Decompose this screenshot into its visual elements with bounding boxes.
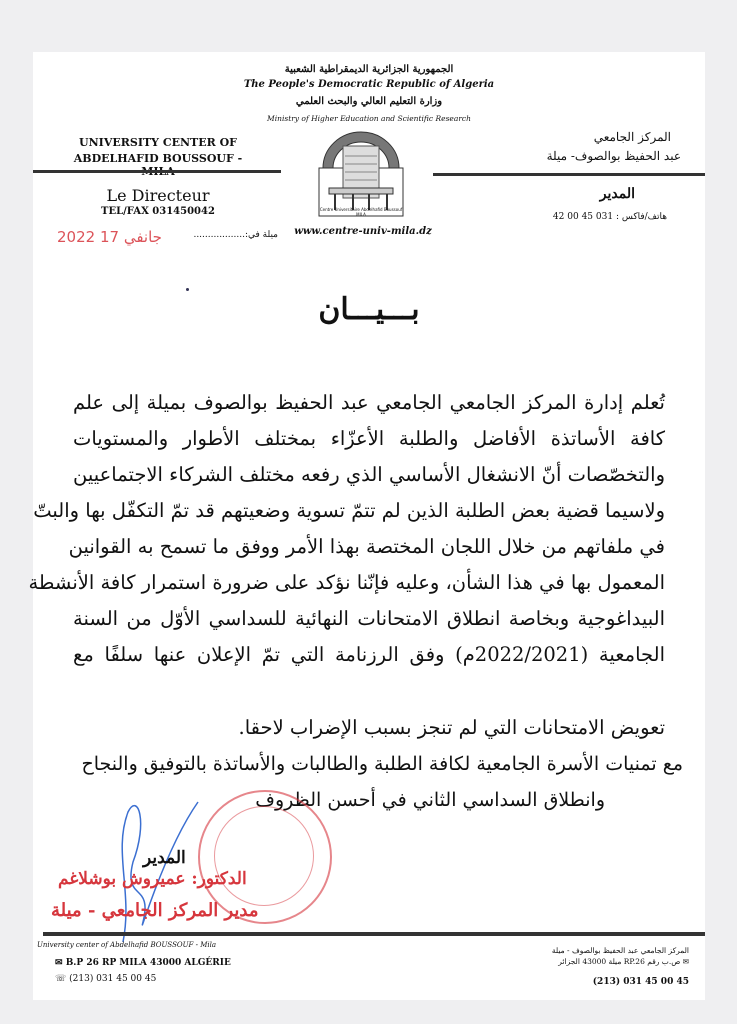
left-institution-line1: UNIVERSITY CENTER OF	[79, 136, 237, 149]
republic-ar: الجمهورية الجزائرية الديمقراطية الشعبية	[284, 64, 454, 75]
closing-line-2: وانطلاق السداسي الثاني في أحسن الظروف	[255, 789, 605, 811]
body-line: الجامعية (2022/2021م) وفق الرزنامة التي تمّ الإعلان عنها سلفًا مع	[73, 643, 665, 666]
left-header-rule	[33, 170, 281, 173]
envelope-icon: ✉	[680, 957, 689, 966]
footer-left-address-text: B.P 26 RP MILA 43000 ALGÉRIE	[65, 958, 231, 968]
date-stamp: 2022 جانفي 17	[57, 228, 162, 246]
right-institution-line1: المركز الجامعي	[593, 130, 671, 144]
document-page	[28, 52, 705, 1000]
body-line: تُعلم إدارة المركز الجامعي الجامعي عبد الحفيظ بوالصوف بميلة إلى علم	[73, 391, 665, 414]
footer-left-phone	[55, 974, 156, 984]
body-line: ولاسيما قضية بعض الطلبة الذين لم تتمّ تسوية وضعيتهم قد تمّ التكفّل بها والبتّ	[33, 499, 665, 522]
footer-left-address	[55, 958, 231, 968]
body-line: المعمول بها في هذا الشأن، وعليه فإنّنا نؤكد على ضرورة استمرار كافة الأنشطة	[28, 571, 665, 594]
footer-right-address	[558, 957, 689, 966]
right-institution-line2: عبد الحفيظ بوالصوف- ميلة	[546, 149, 681, 163]
envelope-icon: ✉	[55, 958, 66, 968]
logo-caption: Centre Universitaire Abdelhafid Boussouf MILA	[319, 207, 403, 217]
left-phone: TEL/FAX 031450042	[101, 206, 215, 217]
right-header-rule	[433, 173, 705, 176]
body-line: تعويض الامتحانات التي لم تنجز بسبب الإضراب لاحقا.	[238, 716, 665, 739]
date-label: ميلة في:..................	[193, 230, 278, 240]
footer-right-phone: (213) 031 45 00 45	[592, 977, 689, 987]
left-title: Le Directeur	[106, 186, 210, 205]
stamp-inner-ring	[214, 806, 314, 906]
footer-left-institution: University center of Abdelhafid BOUSSOUF - Mila	[37, 941, 217, 949]
ink-dot	[186, 288, 189, 291]
signature-title-stamp: مدير المركز الجامعي - ميلة	[51, 900, 259, 921]
website-link[interactable]: www.centre-univ-mila.dz	[294, 226, 432, 237]
body-line: البيداغوجية وبخاصة انطلاق الامتحانات النهائية للسداسي الأوّل من السنة	[73, 607, 665, 630]
closing-line-1: مع تمنيات الأسرة الجامعية لكافة الطلبة والطالبات والأساتذة بالتوفيق والنجاح	[81, 753, 683, 775]
republic-en: The People's Democratic Republic of Algeria	[243, 79, 495, 90]
footer-rule	[43, 932, 705, 936]
phone-icon: ☏	[55, 974, 70, 984]
signature-role: المدير	[143, 848, 186, 868]
ministry-ar: وزارة التعليم العالي والبحث العلمي	[295, 96, 443, 107]
footer-left-phone-text: (213) 031 45 00 45	[69, 974, 157, 984]
body-line: والتخصّصات أنّ الانشغال الأساسي الذي رفعه مختلف الشركاء الاجتماعيين	[73, 463, 665, 486]
body-line: في ملفاتهم من خلال اللجان المختصة بهذا الأمر ووفق ما تسمح به القوانين	[68, 535, 665, 558]
body-line: كافة الأساتذة الأفاضل والطلبة الأعزّاء بمختلف الأطوار والمستويات	[73, 427, 665, 450]
document-title: بـــيـــان	[318, 292, 420, 327]
footer-right-institution: المركز الجامعي عبد الحفيظ بوالصوف - ميلة	[551, 946, 689, 955]
right-phone: هاتف/فاكس : 031 45 00 42	[552, 212, 667, 222]
signature-name-stamp: الدكتور: عميروش بوشلاغم	[58, 869, 247, 889]
left-institution-line2: ABDELHAFID BOUSSOUF -	[73, 152, 243, 165]
building-arch-icon	[315, 128, 407, 218]
ministry-en: Ministry of Higher Education and Scientific Research	[267, 114, 471, 123]
right-title: المدير	[599, 186, 635, 202]
university-logo	[315, 128, 407, 218]
footer-right-address-text: ص.ب رقم RP.26 ميلة 43000 الجزائر	[558, 957, 681, 966]
